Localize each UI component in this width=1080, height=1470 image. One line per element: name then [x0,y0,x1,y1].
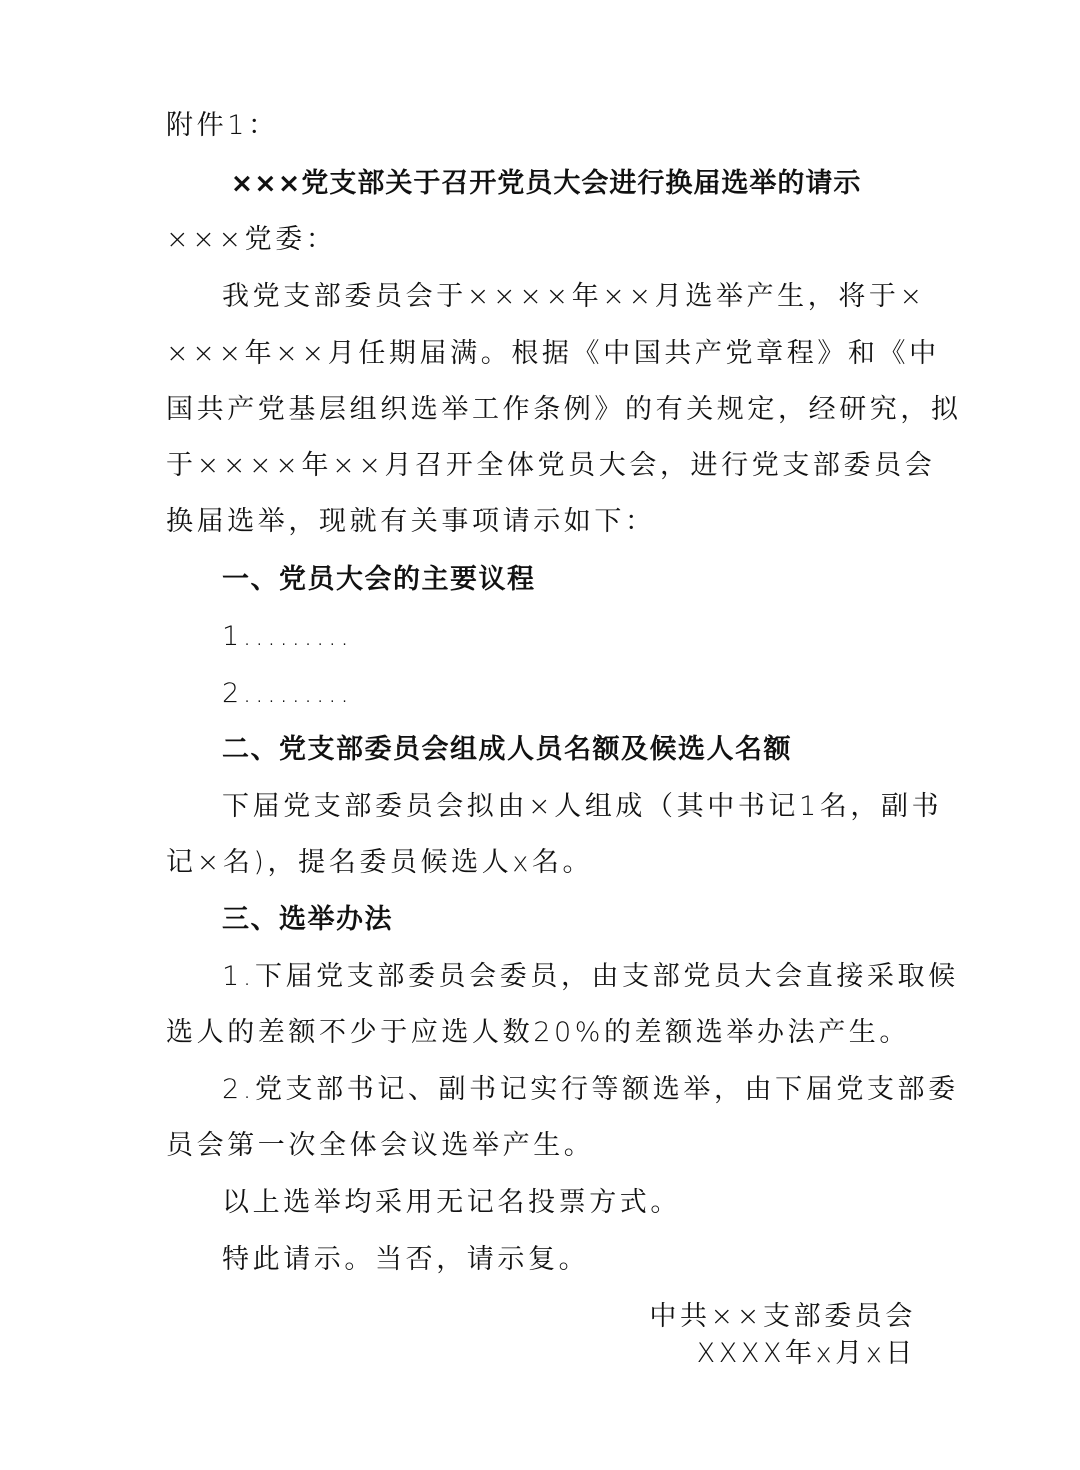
method-item-1: 选人的差额不少于应选人数20%的差额选举办法产生。 [166,1017,911,1048]
agenda-item: 2......... [222,678,353,709]
section-heading-quota: 二、党支部委员会组成人员名额及候选人名额 [222,734,792,765]
document-title: ×××党支部关于召开党员大会进行换届选举的请示 [230,168,862,199]
section-heading-method: 三、选举办法 [222,904,393,935]
intro-line: ×××年××月任期届满。根据《中国共产党章程》和《中 [166,338,940,369]
intro-line: 国共产党基层组织选举工作条例》的有关规定，经研究，拟 [166,394,962,425]
method-note: 以上选举均采用无记名投票方式。 [222,1187,681,1218]
intro-line: 我党支部委员会于××××年××月选举产生，将于× [222,281,926,312]
method-item-2: 2.党支部书记、副书记实行等额选举，由下届党支部委 [222,1074,959,1105]
closing-line: 特此请示。当否，请示复。 [222,1244,590,1275]
signature-date: XXXX年x月x日 [696,1338,916,1369]
intro-line: 于××××年××月召开全体党员大会，进行党支部委员会 [166,450,936,481]
addressee: ×××党委： [166,224,337,255]
quota-line: 下届党支部委员会拟由×人组成（其中书记1名，副书 [222,791,943,822]
method-item-2: 员会第一次全体会议选举产生。 [166,1130,595,1161]
quota-line: 记×名)，提名委员候选人x名。 [166,847,594,878]
attachment-label: 附件1： [166,110,279,141]
agenda-item: 1......... [222,621,353,652]
method-item-1: 1.下届党支部委员会委员，由支部党员大会直接采取候 [222,961,959,992]
intro-line: 换届选举，现就有关事项请示如下： [166,506,656,537]
section-heading-agenda: 一、党员大会的主要议程 [222,564,536,595]
signature-org: 中共××支部委员会 [649,1301,916,1332]
